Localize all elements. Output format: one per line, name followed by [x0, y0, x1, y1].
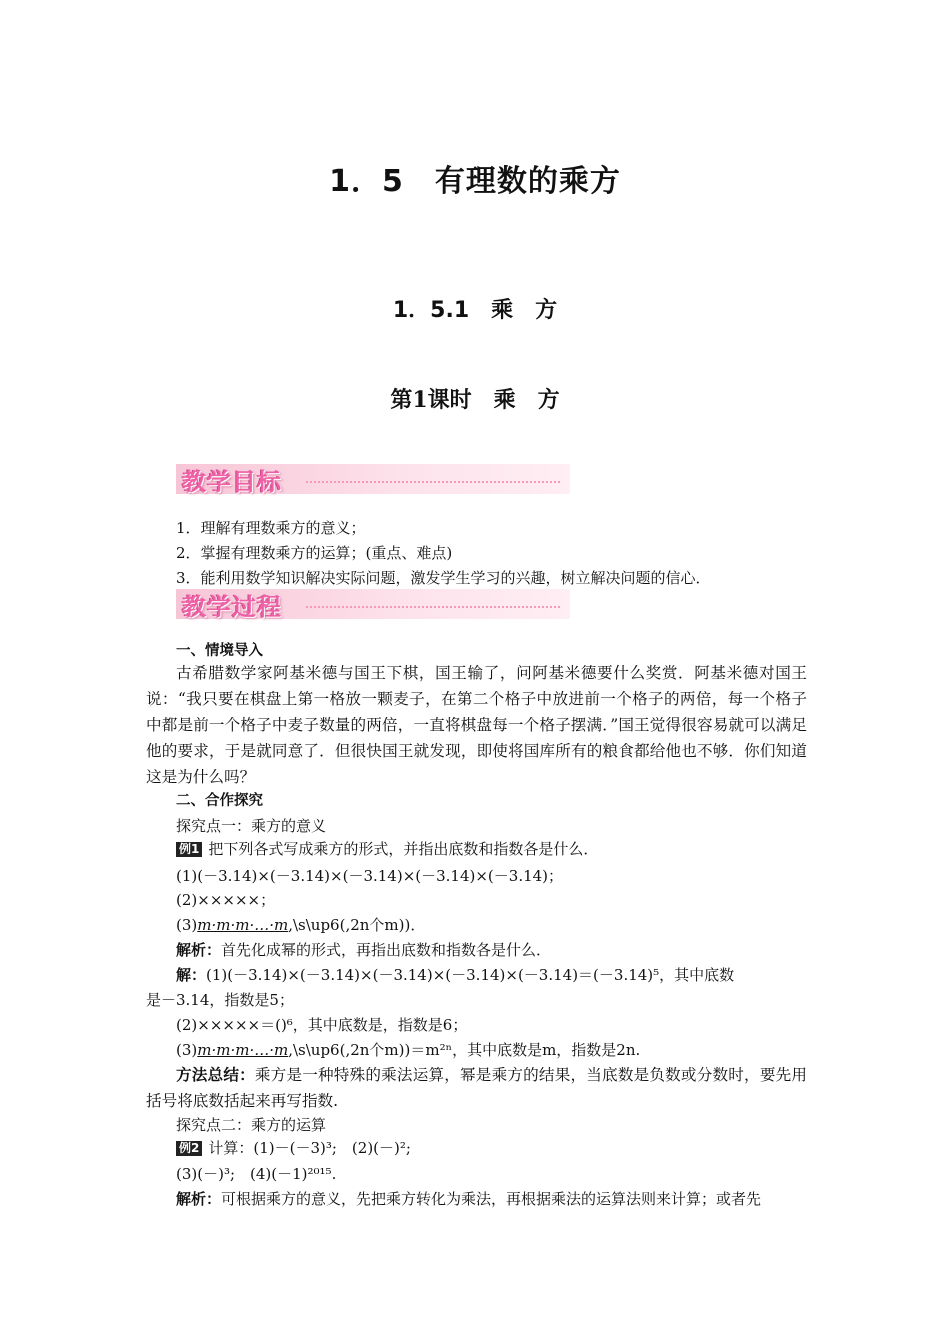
- goals-banner-label: 教学目标: [182, 468, 282, 496]
- solution-line: 是－3.14，指数是5；: [146, 991, 294, 1009]
- solution-text: (1)(－3.14)×(－3.14)×(－3.14)×(－3.14)×(－3.14)＝(－3.14)⁵，其中底数: [206, 966, 735, 984]
- example-2-line: (3)(－)³; (4)(－1)²⁰¹⁵.: [176, 1165, 337, 1183]
- analysis-text: 可根据乘方的意义，先把乘方转化为乘法，再根据乘法的运算法则来计算；或者先: [221, 1190, 762, 1208]
- intro-paragraph: 古希腊数学家阿基米德与国王下棋，国王输了，问阿基米德要什么奖赏．阿基米德对国王说：“我只要在棋盘上第一格放一颗麦子，在第二个格子中放进前一个格子的两倍，每一个格子中都是前一个格子中麦子数量的两倍，一直将棋盘每一个格子摆满．”国王觉得很容易就可以满足他的要求，于是就同意了．但很快国王就发现，即使将国库所有的粮食都给他也不够．你们知道这是为什么吗？: [146, 664, 807, 786]
- process-banner: [176, 589, 570, 619]
- section-heading: 一、情境导入: [176, 643, 263, 659]
- summary-label: 方法总结：: [176, 1065, 255, 1084]
- method-summary: [146, 1062, 807, 1114]
- analysis-text: 首先化成幂的形式，再指出底数和指数各是什么．: [221, 941, 552, 959]
- analysis-line: [176, 1187, 761, 1211]
- item-prefix: (3): [176, 916, 198, 934]
- example-item: (1)(－3.14)×(－3.14)×(－3.14)×(－3.14)×(－3.14)；: [176, 867, 564, 885]
- page-title: 1．5 有理数的乘方: [329, 164, 621, 199]
- solution-suffix: ,\s\up6(,2n个m))＝m²ⁿ，其中底数是m，指数是2n.: [288, 1041, 641, 1059]
- analysis-label: 解析：: [176, 941, 222, 959]
- solution-line: (2)×××××＝()⁶，其中底数是，指数是6；: [176, 1016, 468, 1034]
- exploration-point: 探究点一：乘方的意义: [176, 817, 327, 835]
- summary-text: 乘方是一种特殊的乘法运算，幂是乘方的结果，当底数是负数或分数时，要先用括号将底数括起来再写指数.: [146, 1066, 807, 1110]
- solution-line: [176, 963, 734, 987]
- lesson-title: 第1课时 乘 方: [390, 387, 560, 413]
- example-2-line: [176, 1136, 411, 1160]
- example-item: (2)×××××；: [176, 891, 276, 909]
- item-underlined-product: m·m·m·…·m: [197, 916, 289, 934]
- example-prompt-text: 把下列各式写成乘方的形式，并指出底数和指数各是什么．: [208, 840, 599, 858]
- section-subtitle: 1．5.1 乘 方: [392, 298, 558, 323]
- analysis-label: 解析：: [176, 1190, 222, 1208]
- example-tag: 例2: [176, 1141, 202, 1156]
- solution-prefix: (3): [176, 1041, 198, 1059]
- example-tag: 例1: [176, 842, 202, 857]
- process-banner-label: 教学过程: [182, 593, 282, 621]
- exploration-point: 探究点二：乘方的运算: [176, 1116, 327, 1134]
- item-suffix: ,\s\up6(,2n个m))．: [288, 916, 426, 934]
- example-1-prompt: [176, 837, 598, 861]
- analysis-line: [176, 938, 551, 962]
- solution-underlined-product: m·m·m·…·m: [197, 1041, 289, 1059]
- goals-banner: [176, 464, 570, 494]
- section-heading: 二、合作探究: [176, 793, 263, 809]
- solution-line: [176, 1038, 640, 1062]
- goal-item: 2．掌握有理数乘方的运算；(重点、难点): [176, 544, 453, 562]
- goal-item: 1．理解有理数乘方的意义；: [176, 519, 366, 537]
- solution-label: 解：: [176, 966, 207, 984]
- example-item: [176, 913, 425, 937]
- goal-item: 3．能利用数学知识解决实际问题，激发学生学习的兴趣，树立解决问题的信心．: [176, 569, 711, 587]
- example-text: 计算：(1)－(－3)³; (2)(－)²;: [208, 1139, 411, 1157]
